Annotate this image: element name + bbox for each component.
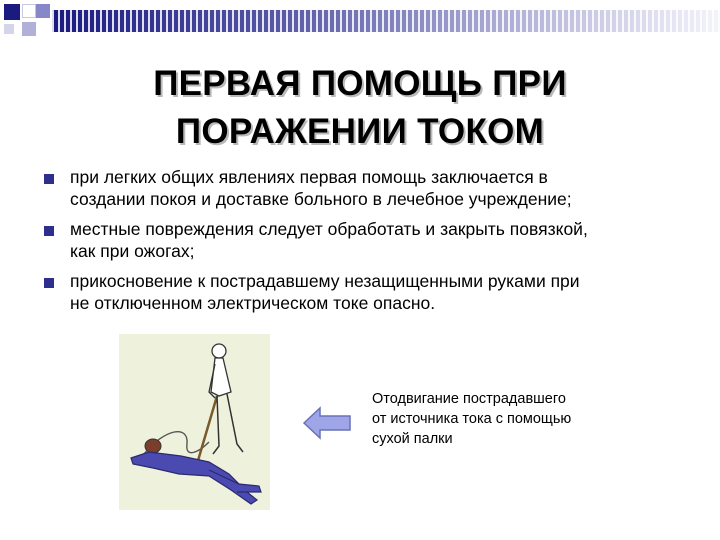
title-line-1: ПЕРВАЯ ПОМОЩЬ ПРИ <box>153 64 567 103</box>
victim-head <box>145 439 161 453</box>
bullet-line: прикосновение к пострадавшему незащищенными руками при <box>70 271 580 291</box>
rescuer-body <box>211 358 231 396</box>
left-arrow-icon <box>302 405 352 441</box>
victim-body <box>131 452 257 504</box>
rescuer-legs <box>213 394 243 454</box>
bullet-line: как при ожогах; <box>70 241 195 261</box>
rescue-drawing <box>119 334 270 510</box>
corner-square-dark <box>4 4 20 20</box>
bullet-list <box>44 166 684 322</box>
bullet-line: местные повреждения следует обработать и закрыть повязкой, <box>70 219 588 239</box>
bullet-item <box>44 166 684 210</box>
arrow-path <box>304 408 350 438</box>
title-line-2: ПОРАЖЕНИИ ТОКОМ <box>175 112 545 151</box>
bullet-item <box>44 270 684 314</box>
arrow-shape <box>302 405 352 441</box>
square-bullet-icon <box>44 226 54 236</box>
caption-line-1: Отодвигание пострадавшего <box>372 391 566 407</box>
illustration-caption <box>372 389 662 449</box>
top-gradient-bar <box>52 10 720 32</box>
corner-square-light <box>22 22 36 36</box>
slide-title <box>40 60 680 156</box>
square-bullet-icon <box>44 174 54 184</box>
bullet-line: при легких общих явлениях первая помощь заключается в <box>70 167 548 187</box>
corner-square-mid <box>36 4 50 18</box>
corner-decoration <box>0 0 60 48</box>
corner-square-white <box>22 4 36 18</box>
bullet-item <box>44 218 684 262</box>
caption-line-2: от источника тока с помощью <box>372 411 572 427</box>
rescue-illustration <box>119 334 270 510</box>
bullet-line: не отключенном электрическом токе опасно. <box>70 293 436 313</box>
square-bullet-icon <box>44 278 54 288</box>
rescuer-head <box>212 344 226 358</box>
corner-square-pale <box>4 24 14 34</box>
bullet-line: создании покоя и доставке больного в лечебное учреждение; <box>70 189 572 209</box>
caption-line-3: сухой палки <box>372 431 453 447</box>
